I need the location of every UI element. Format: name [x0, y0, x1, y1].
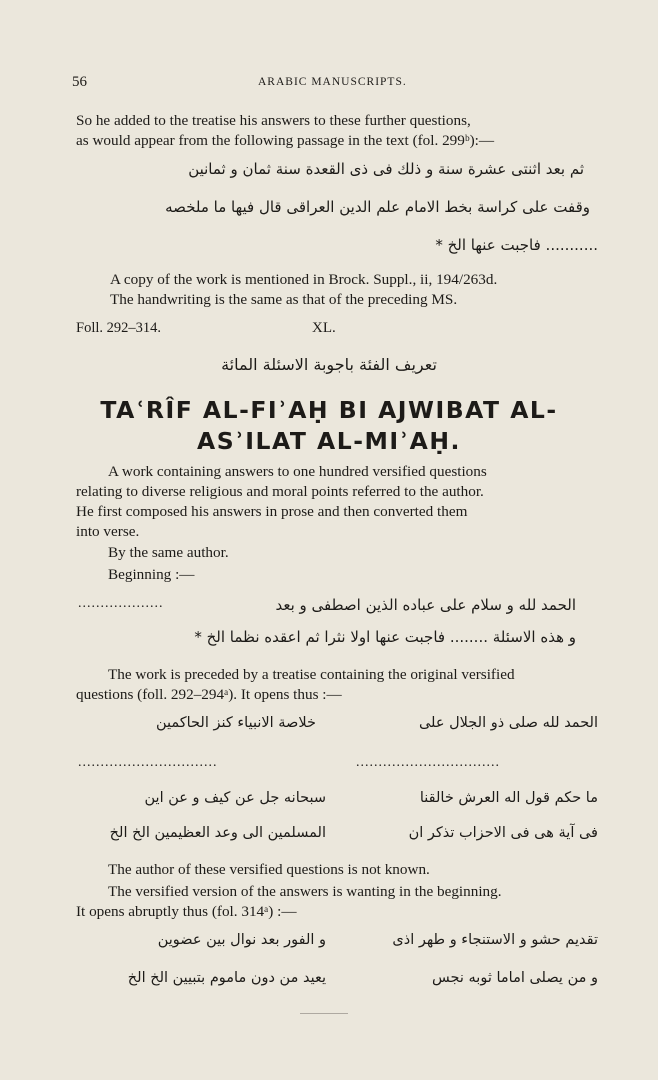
description-line-2: relating to diverse religious and moral points referred to the author.	[76, 483, 484, 500]
verse-3-left: سبحانه جل عن كيف و عن اين	[144, 790, 326, 806]
closing-verse-1-right: تقديم حشو و الاستنجاء و طهر اذى	[392, 932, 598, 948]
brock-reference: A copy of the work is mentioned in Brock. Suppl., ii, 194/263d.	[110, 271, 498, 288]
intro-arabic-line-2: وقفت على كراسة بخط الامام علم الدين العراقى قال فيها ما ملخصه	[165, 198, 590, 216]
verse-4-left: المسلمين الى وعد العظيمين الخ الخ	[109, 825, 326, 841]
verse-4-right: فى آية هى فى الاحزاب تذكر ان	[408, 825, 598, 841]
beginning-arabic-line-2: و هذه الاسئلة ........ فاجبت عنها اولا نثرا ثم اعقده نظما الخ *	[194, 628, 576, 646]
treatise-line-2: questions (foll. 292–294ᵃ). It opens thus :—	[76, 686, 342, 703]
beginning-arabic-line-1: الحمد لله و سلام على عباده الذين اصطفى و بعد	[275, 596, 576, 614]
verse-2-right-dots: ................................	[356, 755, 500, 770]
verse-1-right: الحمد لله صلى ذو الجلال على	[418, 715, 598, 731]
entry-number: XL.	[312, 320, 336, 336]
verse-3-right: ما حكم قول اله العرش خالقنا	[419, 790, 598, 806]
treatise-line-1: The work is preceded by a treatise containing the original versified	[108, 666, 515, 683]
closing-verse-1-left: و الفور بعد نوال بين عضوين	[157, 932, 326, 948]
beginning-label: Beginning :—	[108, 566, 195, 583]
intro-line-2: as would appear from the following passage in the text (fol. 299ᵇ):—	[76, 132, 495, 149]
description-line-4: into verse.	[76, 523, 140, 540]
page-number: 56	[72, 74, 87, 90]
intro-arabic-line-1: ثم بعد اثنتى عشرة سنة و ذلك فى ذى القعدة سنة ثمان و ثمانين	[188, 160, 584, 178]
handwriting-note: The handwriting is the same as that of the preceding MS.	[110, 291, 458, 308]
folio-range: Foll. 292–314.	[76, 320, 161, 336]
author-note: By the same author.	[108, 544, 229, 561]
title-line-2: ASʾILAT AL-MIʾAḤ.	[197, 427, 461, 455]
beginning-dots: ...................	[78, 596, 164, 611]
verse-2-left-dots: ...............................	[78, 755, 218, 770]
closing-verse-2-left: يعيد من دون ماموم بتبيين الخ الخ	[127, 970, 326, 986]
title-line-1: TAʿRÎF AL-FIʾAḤ BI AJWIBAT AL-	[100, 396, 558, 424]
unknown-author-note: The author of these versified questions is not known.	[108, 861, 430, 878]
description-line-1: A work containing answers to one hundred versified questions	[108, 463, 487, 480]
arabic-title: تعريف الفئة باجوبة الاسئلة المائة	[221, 355, 437, 374]
description-line-3: He first composed his answers in prose and then converted them	[76, 503, 468, 520]
bottom-rule	[300, 1013, 348, 1014]
closing-line-2: It opens abruptly thus (fol. 314ᵃ) :—	[76, 903, 297, 920]
verse-1-left: خلاصة الانبياء كنز الحاكمين	[155, 715, 316, 731]
running-title: ARABIC MANUSCRIPTS.	[258, 76, 407, 88]
intro-arabic-line-3: ........... فاجبت عنها الخ *	[435, 236, 598, 254]
closing-verse-2-right: و من يصلى اماما ثوبه نجس	[432, 970, 598, 986]
closing-line-1: The versified version of the answers is wanting in the beginning.	[108, 883, 502, 900]
intro-line-1: So he added to the treatise his answers to these further questions,	[76, 112, 471, 129]
